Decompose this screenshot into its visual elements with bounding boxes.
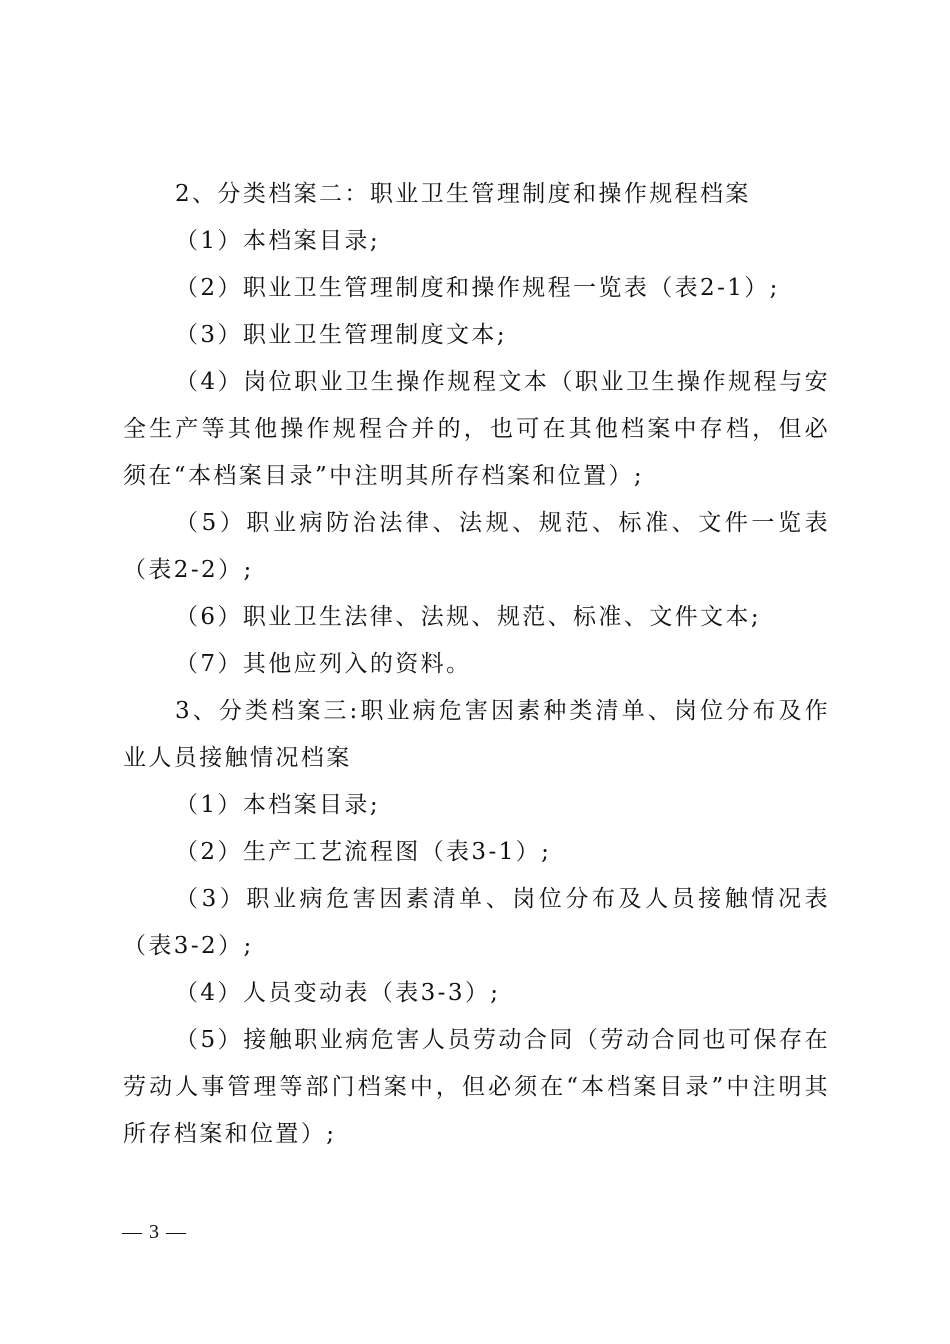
list-item: （7）其他应列入的资料。 [175, 651, 472, 677]
list-item: （4）人员变动表（表3-3）; [175, 980, 501, 1006]
section-heading-archive-3: 3、分类档案三:职业病危害因素种类清单、岗位分布及作业人员接触情况档案 [123, 698, 830, 771]
list-item: （2）生产工艺流程图（表3-1）; [175, 839, 552, 865]
section-heading-archive-2: 2、分类档案二：职业卫生管理制度和操作规程档案 [175, 181, 751, 207]
list-item: （2）职业卫生管理制度和操作规程一览表（表2-1）; [175, 275, 780, 301]
list-item: （4）岗位职业卫生操作规程文本（职业卫生操作规程与安全生产等其他操作规程合并的，也可在其他档案中存档，但必须在“本档案目录”中注明其所存档案和位置）; [123, 369, 830, 489]
list-item: （3）职业病危害因素清单、岗位分布及人员接触情况表（表3-2）; [123, 886, 830, 959]
list-item: （3）职业卫生管理制度文本; [175, 322, 507, 348]
page-number: — 3 — [122, 1221, 187, 1243]
list-item: （6）职业卫生法律、法规、规范、标准、文件文本; [175, 604, 761, 630]
list-item: （1）本档案目录; [175, 792, 380, 818]
document-body [123, 171, 830, 1158]
list-item: （5）职业病防治法律、法规、规范、标准、文件一览表（表2-2）; [123, 510, 830, 583]
list-item: （1）本档案目录; [175, 228, 380, 254]
list-item: （5）接触职业病危害人员劳动合同（劳动合同也可保存在劳动人事管理等部门档案中，但必须在“本档案目录”中注明其所存档案和位置）; [123, 1027, 830, 1147]
